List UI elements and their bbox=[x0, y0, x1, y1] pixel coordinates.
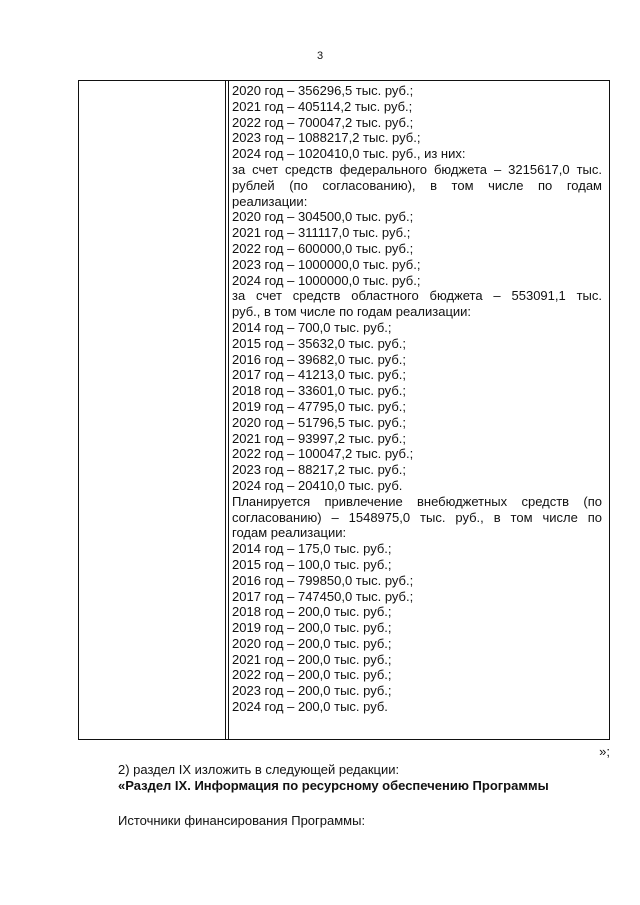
table-line: 2022 год – 600000,0 тыс. руб.; bbox=[232, 240, 414, 256]
amendment-paragraph: 2) раздел IX изложить в следующей редакции: bbox=[118, 762, 400, 777]
table-line: 2023 год – 1000000,0 тыс. руб.; bbox=[232, 256, 421, 272]
table-line: 2014 год – 175,0 тыс. руб.; bbox=[232, 541, 392, 557]
table-line: 2015 год – 35632,0 тыс. руб.; bbox=[232, 335, 406, 351]
table-line: Планируется привлечение внебюджетных средств (по bbox=[232, 493, 602, 509]
table-line: 2020 год – 356296,5 тыс. руб.; bbox=[232, 83, 414, 98]
table-line: за счет средств федерального бюджета – 3215617,0 тыс. bbox=[232, 161, 602, 177]
table-line: 2018 год – 200,0 тыс. руб.; bbox=[232, 604, 392, 620]
table-line: 2024 год – 1020410,0 тыс. руб., из них: bbox=[232, 146, 466, 162]
closing-quote-mark: »; bbox=[599, 744, 610, 759]
table-line: реализации: bbox=[232, 193, 308, 209]
table-line: 2017 год – 41213,0 тыс. руб.; bbox=[232, 367, 406, 383]
table-line: 2021 год – 311117,0 тыс. руб.; bbox=[232, 225, 411, 241]
page-number: 3 bbox=[316, 50, 324, 62]
table-line: 2020 год – 304500,0 тыс. руб.; bbox=[232, 209, 414, 225]
table-line: 2022 год – 200,0 тыс. руб.; bbox=[232, 667, 392, 683]
table-right-cell bbox=[232, 83, 602, 715]
table-line: 2020 год – 200,0 тыс. руб.; bbox=[232, 635, 392, 651]
table-line: 2020 год – 51796,5 тыс. руб.; bbox=[232, 414, 406, 430]
table-line: за счет средств областного бюджета – 553091,1 тыс. bbox=[232, 288, 602, 304]
funding-sources-paragraph: Источники финансирования Программы: bbox=[118, 813, 366, 828]
table-line: 2014 год – 700,0 тыс. руб.; bbox=[232, 319, 392, 335]
table-line: 2016 год – 39682,0 тыс. руб.; bbox=[232, 351, 406, 367]
table-line: 2023 год – 88217,2 тыс. руб.; bbox=[232, 462, 406, 478]
table-line: 2021 год – 200,0 тыс. руб.; bbox=[232, 651, 392, 667]
table-line: 2019 год – 200,0 тыс. руб.; bbox=[232, 620, 392, 636]
table-line: 2016 год – 799850,0 тыс. руб.; bbox=[232, 572, 414, 588]
funding-table bbox=[78, 80, 610, 740]
table-cell-double-border bbox=[225, 81, 226, 739]
table-line: 2023 год – 200,0 тыс. руб.; bbox=[232, 683, 392, 699]
table-line: 2022 год – 700047,2 тыс. руб.; bbox=[232, 114, 414, 130]
table-left-cell bbox=[79, 81, 229, 739]
table-line: 2021 год – 93997,2 тыс. руб.; bbox=[232, 430, 406, 446]
table-line: 2023 год – 1088217,2 тыс. руб.; bbox=[232, 130, 421, 146]
table-line: 2024 год – 200,0 тыс. руб. bbox=[232, 699, 388, 715]
table-line: 2024 год – 1000000,0 тыс. руб.; bbox=[232, 272, 421, 288]
table-line: согласованию) – 1548975,0 тыс. руб., в том числе по bbox=[232, 509, 602, 525]
table-line: 2017 год – 747450,0 тыс. руб.; bbox=[232, 588, 414, 604]
table-line: 2018 год – 33601,0 тыс. руб.; bbox=[232, 383, 406, 399]
table-line: 2024 год – 20410,0 тыс. руб. bbox=[232, 477, 403, 493]
table-line: руб., в том числе по годам реализации: bbox=[232, 304, 472, 320]
table-line: 2021 год – 405114,2 тыс. руб.; bbox=[232, 98, 413, 114]
table-line: 2022 год – 100047,2 тыс. руб.; bbox=[232, 446, 414, 462]
table-line: рублей (по согласованию), в том числе по годам bbox=[232, 177, 602, 193]
table-line: годам реализации: bbox=[232, 525, 347, 541]
table-line: 2015 год – 100,0 тыс. руб.; bbox=[232, 556, 392, 572]
section-heading: «Раздел IX. Информация по ресурсному обеспечению Программы bbox=[118, 778, 549, 793]
table-line: 2019 год – 47795,0 тыс. руб.; bbox=[232, 398, 406, 414]
